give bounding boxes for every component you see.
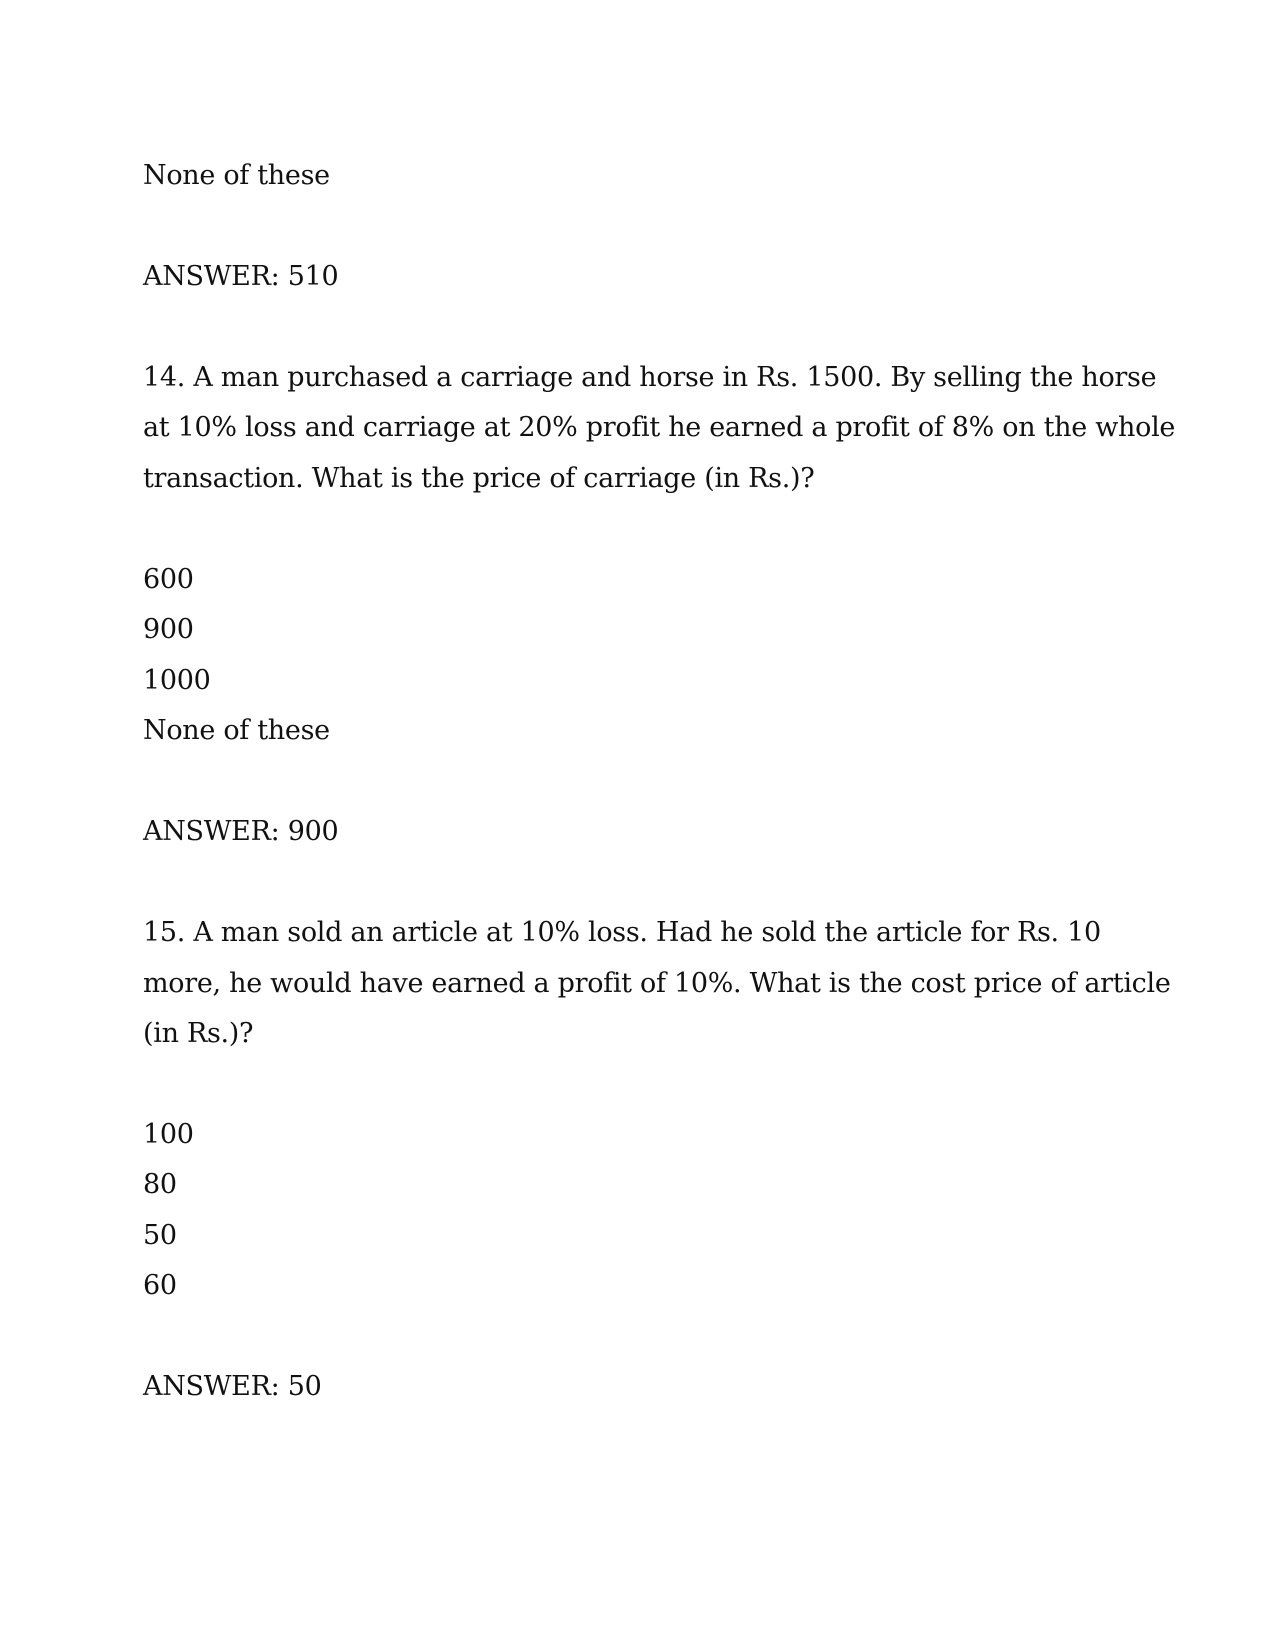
question-text-line: transaction. What is the price of carriage (in Rs.)? xyxy=(143,463,815,494)
question-text-line: (in Rs.)? xyxy=(143,1018,254,1049)
option-text: 50 xyxy=(143,1220,177,1251)
answer-text: ANSWER: 900 xyxy=(143,816,339,847)
option-text: 60 xyxy=(143,1270,177,1301)
question-text-line: more, he would have earned a profit of 10%. What is the cost price of article xyxy=(143,968,1171,999)
option-text: 900 xyxy=(143,614,194,645)
option-text: 100 xyxy=(143,1119,194,1150)
option-text: 600 xyxy=(143,564,194,595)
question-text-line: 14. A man purchased a carriage and horse in Rs. 1500. By selling the horse xyxy=(143,362,1157,393)
option-text: None of these xyxy=(143,160,330,191)
answer-text: ANSWER: 50 xyxy=(143,1371,322,1402)
answer-text: ANSWER: 510 xyxy=(143,261,339,292)
question-text-line: 15. A man sold an article at 10% loss. Had he sold the article for Rs. 10 xyxy=(143,917,1101,948)
option-text: None of these xyxy=(143,715,330,746)
option-text: 80 xyxy=(143,1169,177,1200)
option-text: 1000 xyxy=(143,665,211,696)
question-text-line: at 10% loss and carriage at 20% profit he earned a profit of 8% on the whole xyxy=(143,412,1176,443)
